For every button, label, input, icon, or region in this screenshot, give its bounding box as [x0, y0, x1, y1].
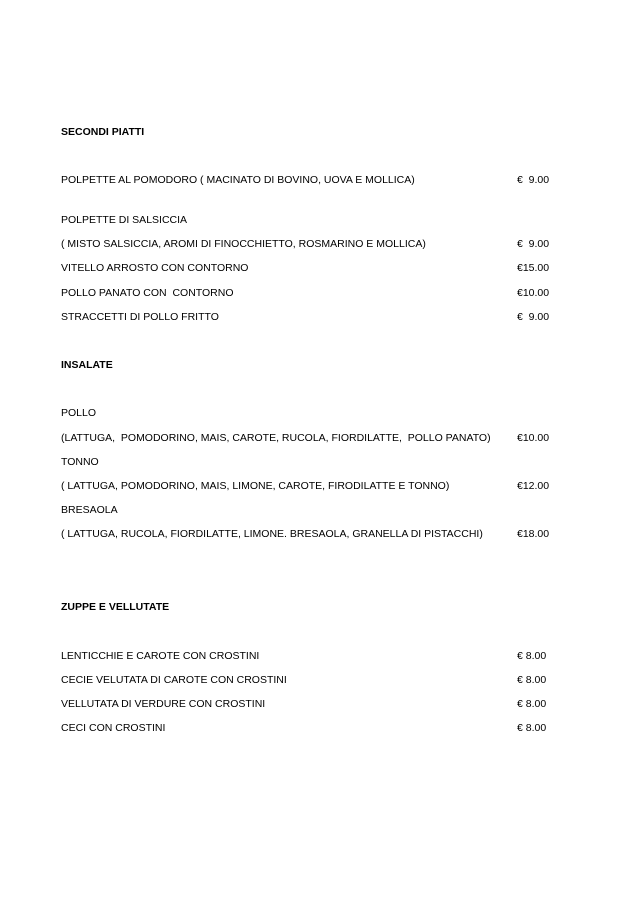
section-title-text: INSALATE: [61, 359, 113, 371]
menu-item-price: € 8.00: [517, 722, 547, 734]
menu-item: [61, 454, 551, 470]
menu-item-name: BRESAOLA: [61, 504, 118, 516]
menu-item-price: €10.00: [517, 287, 550, 299]
section-title-zuppe-e-vellutate: [61, 599, 551, 615]
menu-item-price: € 8.00: [517, 650, 547, 662]
menu-item: [61, 309, 551, 325]
menu-item-name: CECIE VELUTATA DI CAROTE CON CROSTINI: [61, 674, 287, 686]
menu-item-name: POLPETTE AL POMODORO ( MACINATO DI BOVINO, UOVA E MOLLICA): [61, 174, 415, 186]
menu-item: [61, 502, 551, 518]
menu-item-name: VELLUTATA DI VERDURE CON CROSTINI: [61, 698, 266, 710]
menu-item-name: POLLO PANATO CON CONTORNO: [61, 287, 234, 299]
menu-item: [61, 405, 551, 421]
menu-item: [61, 260, 551, 276]
menu-item: [61, 696, 551, 712]
section-title-text: ZUPPE E VELLUTATE: [61, 601, 170, 613]
menu-item-name: ( LATTUGA, POMODORINO, MAIS, LIMONE, CAROTE, FIRODILATTE E TONNO): [61, 480, 450, 492]
menu-item-description: [61, 430, 551, 446]
menu-item-name: ( LATTUGA, RUCOLA, FIORDILATTE, LIMONE. BRESAOLA, GRANELLA DI PISTACCHI): [61, 528, 483, 540]
menu-item-name: (LATTUGA, POMODORINO, MAIS, CAROTE, RUCOLA, FIORDILATTE, POLLO PANATO): [61, 432, 491, 444]
menu-item-price: €12.00: [517, 480, 550, 492]
menu-item-name: ( MISTO SALSICCIA, AROMI DI FINOCCHIETTO, ROSMARINO E MOLLICA): [61, 238, 426, 250]
menu-item: [61, 172, 551, 188]
menu-item-description: [61, 526, 551, 542]
menu-item-price: €10.00: [517, 432, 550, 444]
menu-item: [61, 212, 551, 228]
menu-item: [61, 672, 551, 688]
menu-item-name: POLPETTE DI SALSICCIA: [61, 214, 188, 226]
section-title-text: SECONDI PIATTI: [61, 126, 145, 138]
menu-item-price: € 9.00: [517, 174, 550, 186]
menu-item-name: LENTICCHIE E CAROTE CON CROSTINI: [61, 650, 260, 662]
menu-item-description: [61, 478, 551, 494]
menu-item: [61, 648, 551, 664]
menu-item-name: TONNO: [61, 456, 99, 468]
section-title-insalate: [61, 357, 551, 373]
menu-item-price: € 9.00: [517, 238, 550, 250]
menu-item-description: [61, 236, 551, 252]
menu-item-name: POLLO: [61, 407, 97, 419]
section-title-secondi-piatti: [61, 124, 551, 140]
menu-item-price: €15.00: [517, 262, 550, 274]
menu-item-price: €18.00: [517, 528, 550, 540]
menu-item: [61, 720, 551, 736]
menu-item-name: CECI CON CROSTINI: [61, 722, 166, 734]
menu-item-price: € 8.00: [517, 674, 547, 686]
menu-item-price: € 8.00: [517, 698, 547, 710]
menu-item-name: STRACCETTI DI POLLO FRITTO: [61, 311, 219, 323]
menu-item: [61, 285, 551, 301]
menu-item-price: € 9.00: [517, 311, 550, 323]
menu-item-name: VITELLO ARROSTO CON CONTORNO: [61, 262, 249, 274]
